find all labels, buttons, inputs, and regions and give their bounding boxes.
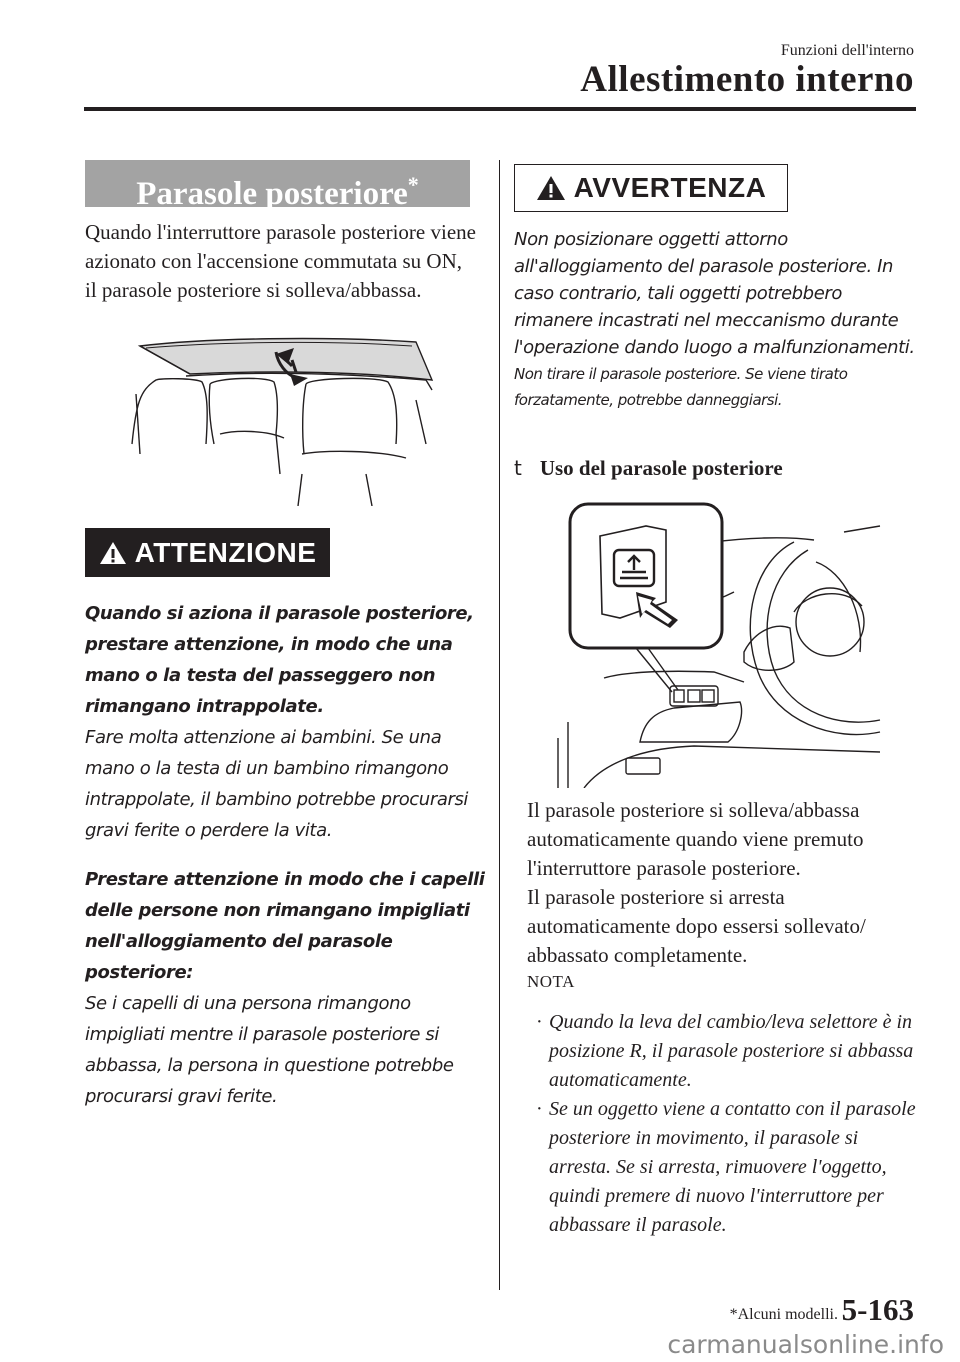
header-rule bbox=[84, 107, 916, 111]
caution-emphasis-1: Quando si aziona il parasole posteriore, prestare attenzione, in modo che una mano o la testa del passeggero non rimangano intrappolate. bbox=[85, 603, 474, 717]
warning-detail-small: Non tirare il parasole posteriore. Se viene tirato forzatamente, potrebbe danneggiarsi. bbox=[514, 365, 848, 409]
warning-icon bbox=[536, 174, 566, 202]
caution-emphasis-2: Prestare attenzione in modo che i capelli delle persone non rimangano impigliati nell'alloggiamento del parasole posteriore: bbox=[85, 869, 485, 983]
caution-text bbox=[85, 598, 485, 1112]
page-number: 5-163 bbox=[841, 1292, 914, 1327]
column-divider bbox=[499, 160, 500, 1290]
warning-banner bbox=[514, 164, 788, 212]
section-name: Funzioni dell'interno bbox=[780, 42, 914, 59]
rear-sunshade-illustration bbox=[126, 334, 436, 506]
section-heading-text: Parasole posteriore bbox=[136, 176, 408, 212]
usage-paragraph-1: Il parasole posteriore si solleva/abbassa automaticamente quando viene premuto l'interruttore parasole posteriore. bbox=[527, 798, 864, 880]
usage-description bbox=[527, 796, 917, 970]
note-label: NOTA bbox=[527, 972, 575, 991]
caution-detail-1: Fare molta attenzione ai bambini. Se una mano o la testa di un bambino rimangono intrappolate, il bambino potrebbe procurarsi gravi ferite o perdere la vita. bbox=[85, 727, 469, 841]
some-models-mark: * bbox=[407, 172, 419, 197]
bullet-dot: · bbox=[536, 1011, 543, 1033]
section-heading bbox=[85, 160, 470, 212]
warning-detail: Non posizionare oggetti attorno all'alloggiamento del parasole posteriore. In caso contrario, tali oggetti potrebbero rimanere incastrati nel meccanismo durante l'operazione dando luogo a malfunzionamenti. bbox=[514, 229, 915, 358]
watermark: carmanualsonline.info bbox=[667, 1330, 944, 1359]
subsection-title: Uso del parasole posteriore bbox=[539, 456, 783, 480]
caution-label: ATTENZIONE bbox=[134, 536, 317, 568]
subsection-heading bbox=[514, 456, 783, 481]
note-item bbox=[536, 1095, 916, 1240]
usage-paragraph-2: Il parasole posteriore si arresta automaticamente dopo essersi sollevato/ abbassato completamente. bbox=[527, 885, 866, 967]
switch-location-illustration bbox=[544, 502, 884, 788]
note-list bbox=[536, 1008, 916, 1240]
caution-detail-2: Se i capelli di una persona rimangono impigliati mentre il parasole posteriore si abbassa, la persona in questione potrebbe procurarsi gravi ferite. bbox=[85, 993, 454, 1107]
warning-icon bbox=[99, 540, 127, 566]
page-title: Allestimento interno bbox=[580, 59, 914, 100]
bullet-dot: · bbox=[536, 1098, 543, 1120]
subsection-bullet: t bbox=[514, 456, 522, 480]
caution-banner bbox=[85, 528, 330, 577]
note-item bbox=[536, 1008, 916, 1095]
footnote: *Alcuni modelli. bbox=[729, 1306, 838, 1323]
warning-text bbox=[514, 226, 924, 413]
note-item-text: Se un oggetto viene a contatto con il parasole posteriore in movimento, il parasole si arresta. Se si arresta, rimuovere l'oggetto, quindi premere di nuovo l'interruttore per abbassare il parasole. bbox=[549, 1098, 916, 1236]
note-item-text: Quando la leva del cambio/leva selettore è in posizione R, il parasole posteriore si abbassa automaticamente. bbox=[549, 1011, 914, 1091]
intro-paragraph: Quando l'interruttore parasole posteriore viene azionato con l'accensione commutata su ON, il parasole posteriore si solleva/abbassa. bbox=[85, 220, 476, 302]
warning-label: AVVERTENZA bbox=[573, 172, 767, 203]
